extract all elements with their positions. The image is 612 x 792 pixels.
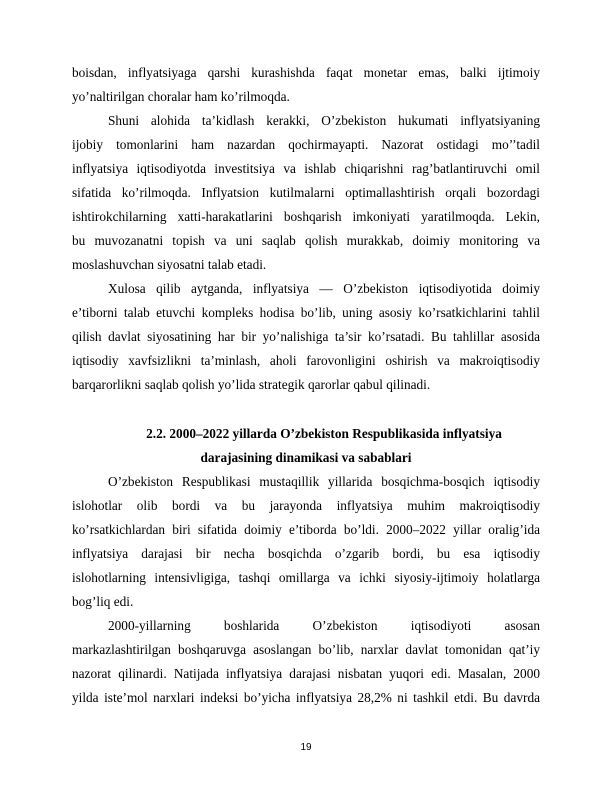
paragraph-4-line-1: O’zbekiston Respublikasi mustaqillik yillarida bosqichma-bosqich iqtisodiy xyxy=(108,474,540,489)
paragraph-5-line-3: nazorat qilinardi. Natijada inflyatsiya darajasi nisbatan yuqori edi. Masalan, 2000 xyxy=(72,666,540,681)
paragraph-3-line-1: Xulosa qilib aytganda, inflyatsiya — O’zbekiston iqtisodiyotida doimiy xyxy=(108,281,540,296)
paragraph-3-line-2: e’tiborni talab etuvchi kompleks hodisa bo’lib, uning asosiy ko’rsatkichlarini tahlil xyxy=(72,305,540,320)
paragraph-2-line-3: inflyatsiya iqtisodiyotda investitsiya va ishlab chiqarishni rag’batlantiruvchi omil xyxy=(72,161,540,176)
paragraph-3-line-5: barqarorlikni saqlab qolish yo’lida strategik qarorlar qabul qilinadi. xyxy=(72,377,431,392)
paragraph-4-line-4: inflyatsiya darajasi bir necha bosqichda o’zgarib bordi, bu esa iqtisodiy xyxy=(72,546,540,561)
paragraph-2-line-7: moslashuvchan siyosatni talab etadi. xyxy=(72,257,267,272)
paragraph-4-line-6: bog’liq edi. xyxy=(72,594,134,609)
paragraph-2-line-2: ijobiy tomonlarini ham nazardan qochirmayapti. Nazorat ostidagi mo’’tadil xyxy=(72,137,540,152)
section-heading-line-2: darajasining dinamikasi va sabablari xyxy=(200,450,412,465)
paragraph-2-line-4: sifatida ko’rilmoqda. Inflyatsion kutilmalarni optimallashtirish orqali bozordagi xyxy=(72,185,540,200)
paragraph-3-line-3: qilish davlat siyosatining har bir yo’nalishiga ta’sir ko’rsatadi. Bu tahlillar asosida xyxy=(72,329,540,344)
paragraph-1-line-1: boisdan, inflyatsiyaga qarshi kurashishda faqat monetar emas, balki ijtimoiy xyxy=(72,65,540,80)
paragraph-4-line-2: islohotlar olib bordi va bu jarayonda inflyatsiya muhim makroiqtisodiy xyxy=(72,498,540,513)
paragraph-3-line-4: iqtisodiy xavfsizlikni ta’minlash, aholi farovonligini oshirish va makroiqtisodiy xyxy=(72,353,540,368)
paragraph-2-line-5: ishtirokchilarning xatti-harakatlarini boshqarish imkoniyati yaratilmoqda. Lekin, xyxy=(72,209,540,224)
paragraph-4-line-3: ko’rsatkichlardan biri sifatida doimiy e’tiborda bo’ldi. 2000–2022 yillar oralig’ida xyxy=(72,522,540,537)
paragraph-1-line-2: yo’naltirilgan choralar ham ko’rilmoqda. xyxy=(72,89,290,104)
paragraph-5-line-2: markazlashtirilgan boshqaruvga asoslangan bo’lib, narxlar davlat tomonidan qat’iy xyxy=(72,642,540,657)
page-number: 19 xyxy=(300,742,312,753)
paragraph-5-line-4: yilda iste’mol narxlari indeksi bo’yicha inflyatsiya 28,2% ni tashkil etdi. Bu davrda xyxy=(72,690,540,705)
paragraph-4-line-5: islohotlarning intensivligiga, tashqi omillarga va ichki siyosiy-ijtimoiy holatlarga xyxy=(72,570,540,585)
paragraph-5-line-1: 2000-yillarning boshlarida O’zbekiston iqtisodiyoti asosan xyxy=(108,618,540,633)
paragraph-2-line-6: bu muvozanatni topish va uni saqlab qolish murakkab, doimiy monitoring va xyxy=(72,233,540,248)
section-heading-line-1: 2.2. 2000–2022 yillarda O’zbekiston Respublikasida inflyatsiya xyxy=(146,426,502,441)
paragraph-2-line-1: Shuni alohida ta’kidlash kerakki, O’zbekiston hukumati inflyatsiyaning xyxy=(108,113,540,128)
